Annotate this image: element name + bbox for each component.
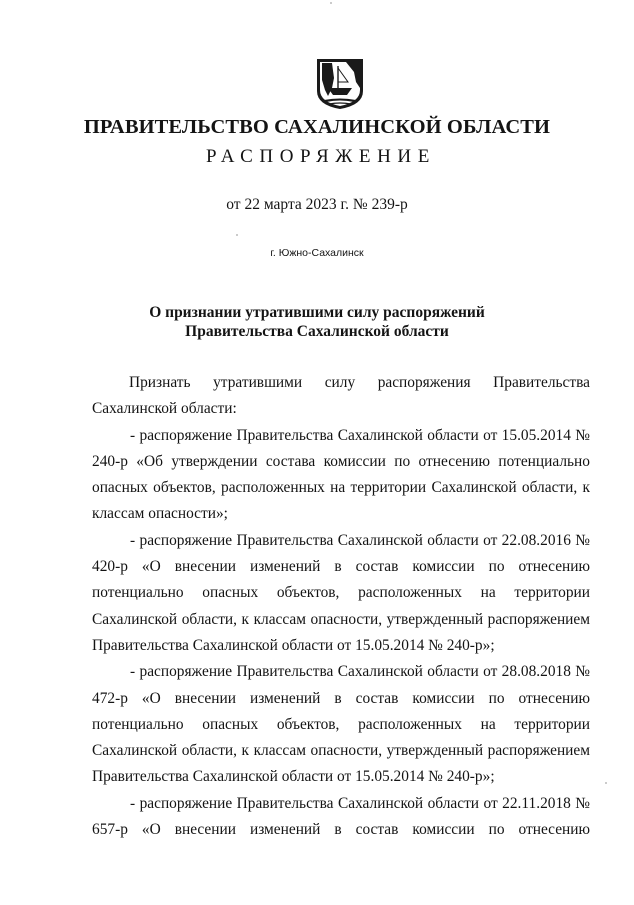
list-item-4: - распоряжение Правительства Сахалинской области от 22.11.2018 № 657-р «О внесении изменений в состав комиссии по отнесению <box>92 794 590 839</box>
subject-heading <box>0 303 634 341</box>
date-and-number: от 22 марта 2023 г. № 239-р <box>226 196 408 213</box>
list-item-1: - распоряжение Правительства Сахалинской области от 15.05.2014 № 240-р «Об утверждении состава комиссии по отнесению потенциально опасных объектов, расположенных на территории Сахалинской области, к классам опасности»; <box>92 426 590 523</box>
scan-speck <box>330 2 332 4</box>
government-title: ПРАВИТЕЛЬСТВО САХАЛИНСКОЙ ОБЛАСТИ <box>83 116 551 138</box>
city: г. Южно-Сахалинск <box>270 247 364 259</box>
subject-line-2: Правительства Сахалинской области <box>185 323 449 340</box>
scan-speck <box>605 782 607 784</box>
document-body <box>92 370 590 843</box>
list-item-3: - распоряжение Правительства Сахалинской области от 28.08.2018 № 472-р «О внесении изменений в состав комиссии по отнесению потенциально опасных объектов, расположенных на территории Сахалинской области, к классам опасности, утвержденный распоряжением Правительства Сахалинской области от 15.05.2014 № 240-р»; <box>92 663 590 786</box>
list-item-2: - распоряжение Правительства Сахалинской области от 22.08.2016 № 420-р «О внесении изменений в состав комиссии по отнесению потенциально опасных объектов, расположенных на территории Сахалинской области, к классам опасности, утвержденный распоряжением Правительства Сахалинской области от 15.05.2014 № 240-р»; <box>92 531 590 654</box>
scan-speck <box>236 234 238 236</box>
sakhalin-coat-of-arms-icon <box>316 58 364 110</box>
intro-paragraph: Признать утратившими силу распоряжения Правительства Сахалинской области: <box>92 374 590 418</box>
subject-line-1: О признании утратившими силу распоряжений <box>149 304 485 321</box>
document-type: РАСПОРЯЖЕНИЕ <box>206 146 436 167</box>
